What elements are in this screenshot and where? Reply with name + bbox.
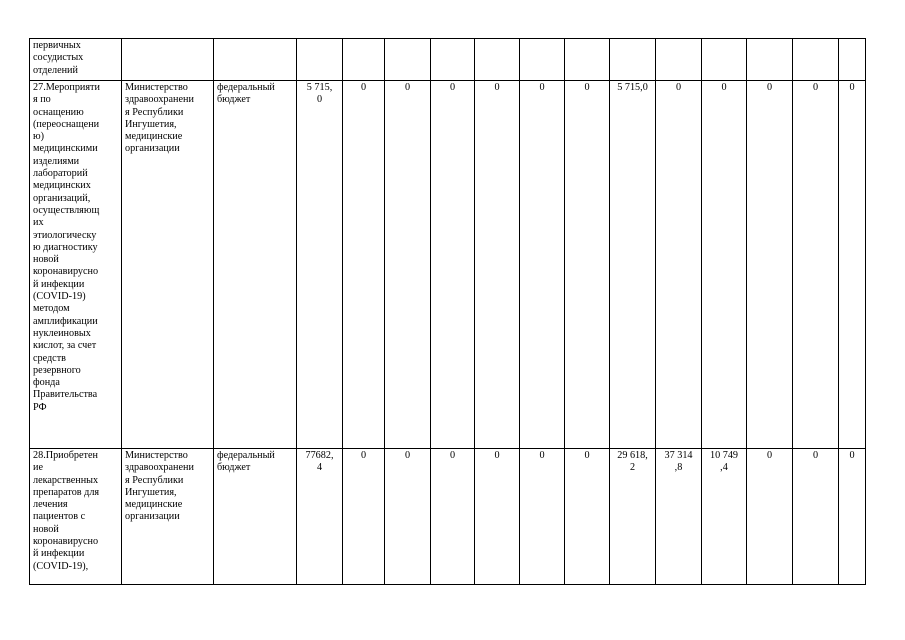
funding-source-cell: федеральный бюджет bbox=[214, 81, 297, 449]
table-row bbox=[30, 81, 866, 449]
funding-source-cell: федеральный бюджет bbox=[214, 449, 297, 585]
value-cell bbox=[610, 39, 656, 81]
row-name-cell: первичных сосудистых отделений bbox=[30, 39, 122, 81]
value-cell bbox=[475, 39, 520, 81]
table-row bbox=[30, 449, 866, 585]
value-cell: 0 bbox=[475, 81, 520, 449]
value-cell: 5 715, 0 bbox=[297, 81, 343, 449]
value-cell: 0 bbox=[839, 449, 866, 585]
executor-cell: Министерство здравоохранени я Республики Ингушетия, медицинские организации bbox=[122, 81, 214, 449]
executor-cell bbox=[122, 39, 214, 81]
value-cell bbox=[702, 39, 747, 81]
value-cell: 77682, 4 bbox=[297, 449, 343, 585]
budget-table bbox=[29, 38, 866, 585]
value-cell: 0 bbox=[431, 449, 475, 585]
value-cell: 0 bbox=[565, 81, 610, 449]
value-cell: 0 bbox=[520, 81, 565, 449]
value-cell: 0 bbox=[431, 81, 475, 449]
value-cell: 0 bbox=[747, 81, 793, 449]
value-cell: 0 bbox=[702, 81, 747, 449]
executor-cell: Министерство здравоохранени я Республики Ингушетия, медицинские организации bbox=[122, 449, 214, 585]
value-cell bbox=[385, 39, 431, 81]
value-cell: 0 bbox=[793, 81, 839, 449]
row-name-cell: 28.Приобретен ие лекарственных препаратов для лечения пациентов с новой коронавирусно й инфекции (COVID-19), bbox=[30, 449, 122, 585]
value-cell: 0 bbox=[520, 449, 565, 585]
value-cell bbox=[793, 39, 839, 81]
value-cell: 0 bbox=[475, 449, 520, 585]
value-cell: 0 bbox=[839, 81, 866, 449]
table-row bbox=[30, 39, 866, 81]
value-cell bbox=[520, 39, 565, 81]
value-cell: 0 bbox=[385, 449, 431, 585]
value-cell: 0 bbox=[343, 81, 385, 449]
value-cell: 0 bbox=[747, 449, 793, 585]
value-cell: 5 715,0 bbox=[610, 81, 656, 449]
value-cell: 0 bbox=[793, 449, 839, 585]
value-cell: 10 749 ,4 bbox=[702, 449, 747, 585]
value-cell: 29 618, 2 bbox=[610, 449, 656, 585]
funding-source-cell bbox=[214, 39, 297, 81]
value-cell: 37 314 ,8 bbox=[656, 449, 702, 585]
value-cell bbox=[565, 39, 610, 81]
value-cell: 0 bbox=[385, 81, 431, 449]
value-cell bbox=[747, 39, 793, 81]
value-cell bbox=[839, 39, 866, 81]
value-cell: 0 bbox=[343, 449, 385, 585]
value-cell bbox=[656, 39, 702, 81]
value-cell bbox=[343, 39, 385, 81]
value-cell: 0 bbox=[565, 449, 610, 585]
value-cell bbox=[431, 39, 475, 81]
value-cell: 0 bbox=[656, 81, 702, 449]
row-name-cell: 27.Мероприяти я по оснащению (переоснащени ю) медицинскими изделиями лабораторий медицинских организаций, осуществляющ их этиологическу ю диагностику новой коронавирусно й инфекции (COVID-19) методом амплификации нуклеиновых кислот, за счет средств резервного фонда Правительства РФ bbox=[30, 81, 122, 449]
value-cell bbox=[297, 39, 343, 81]
